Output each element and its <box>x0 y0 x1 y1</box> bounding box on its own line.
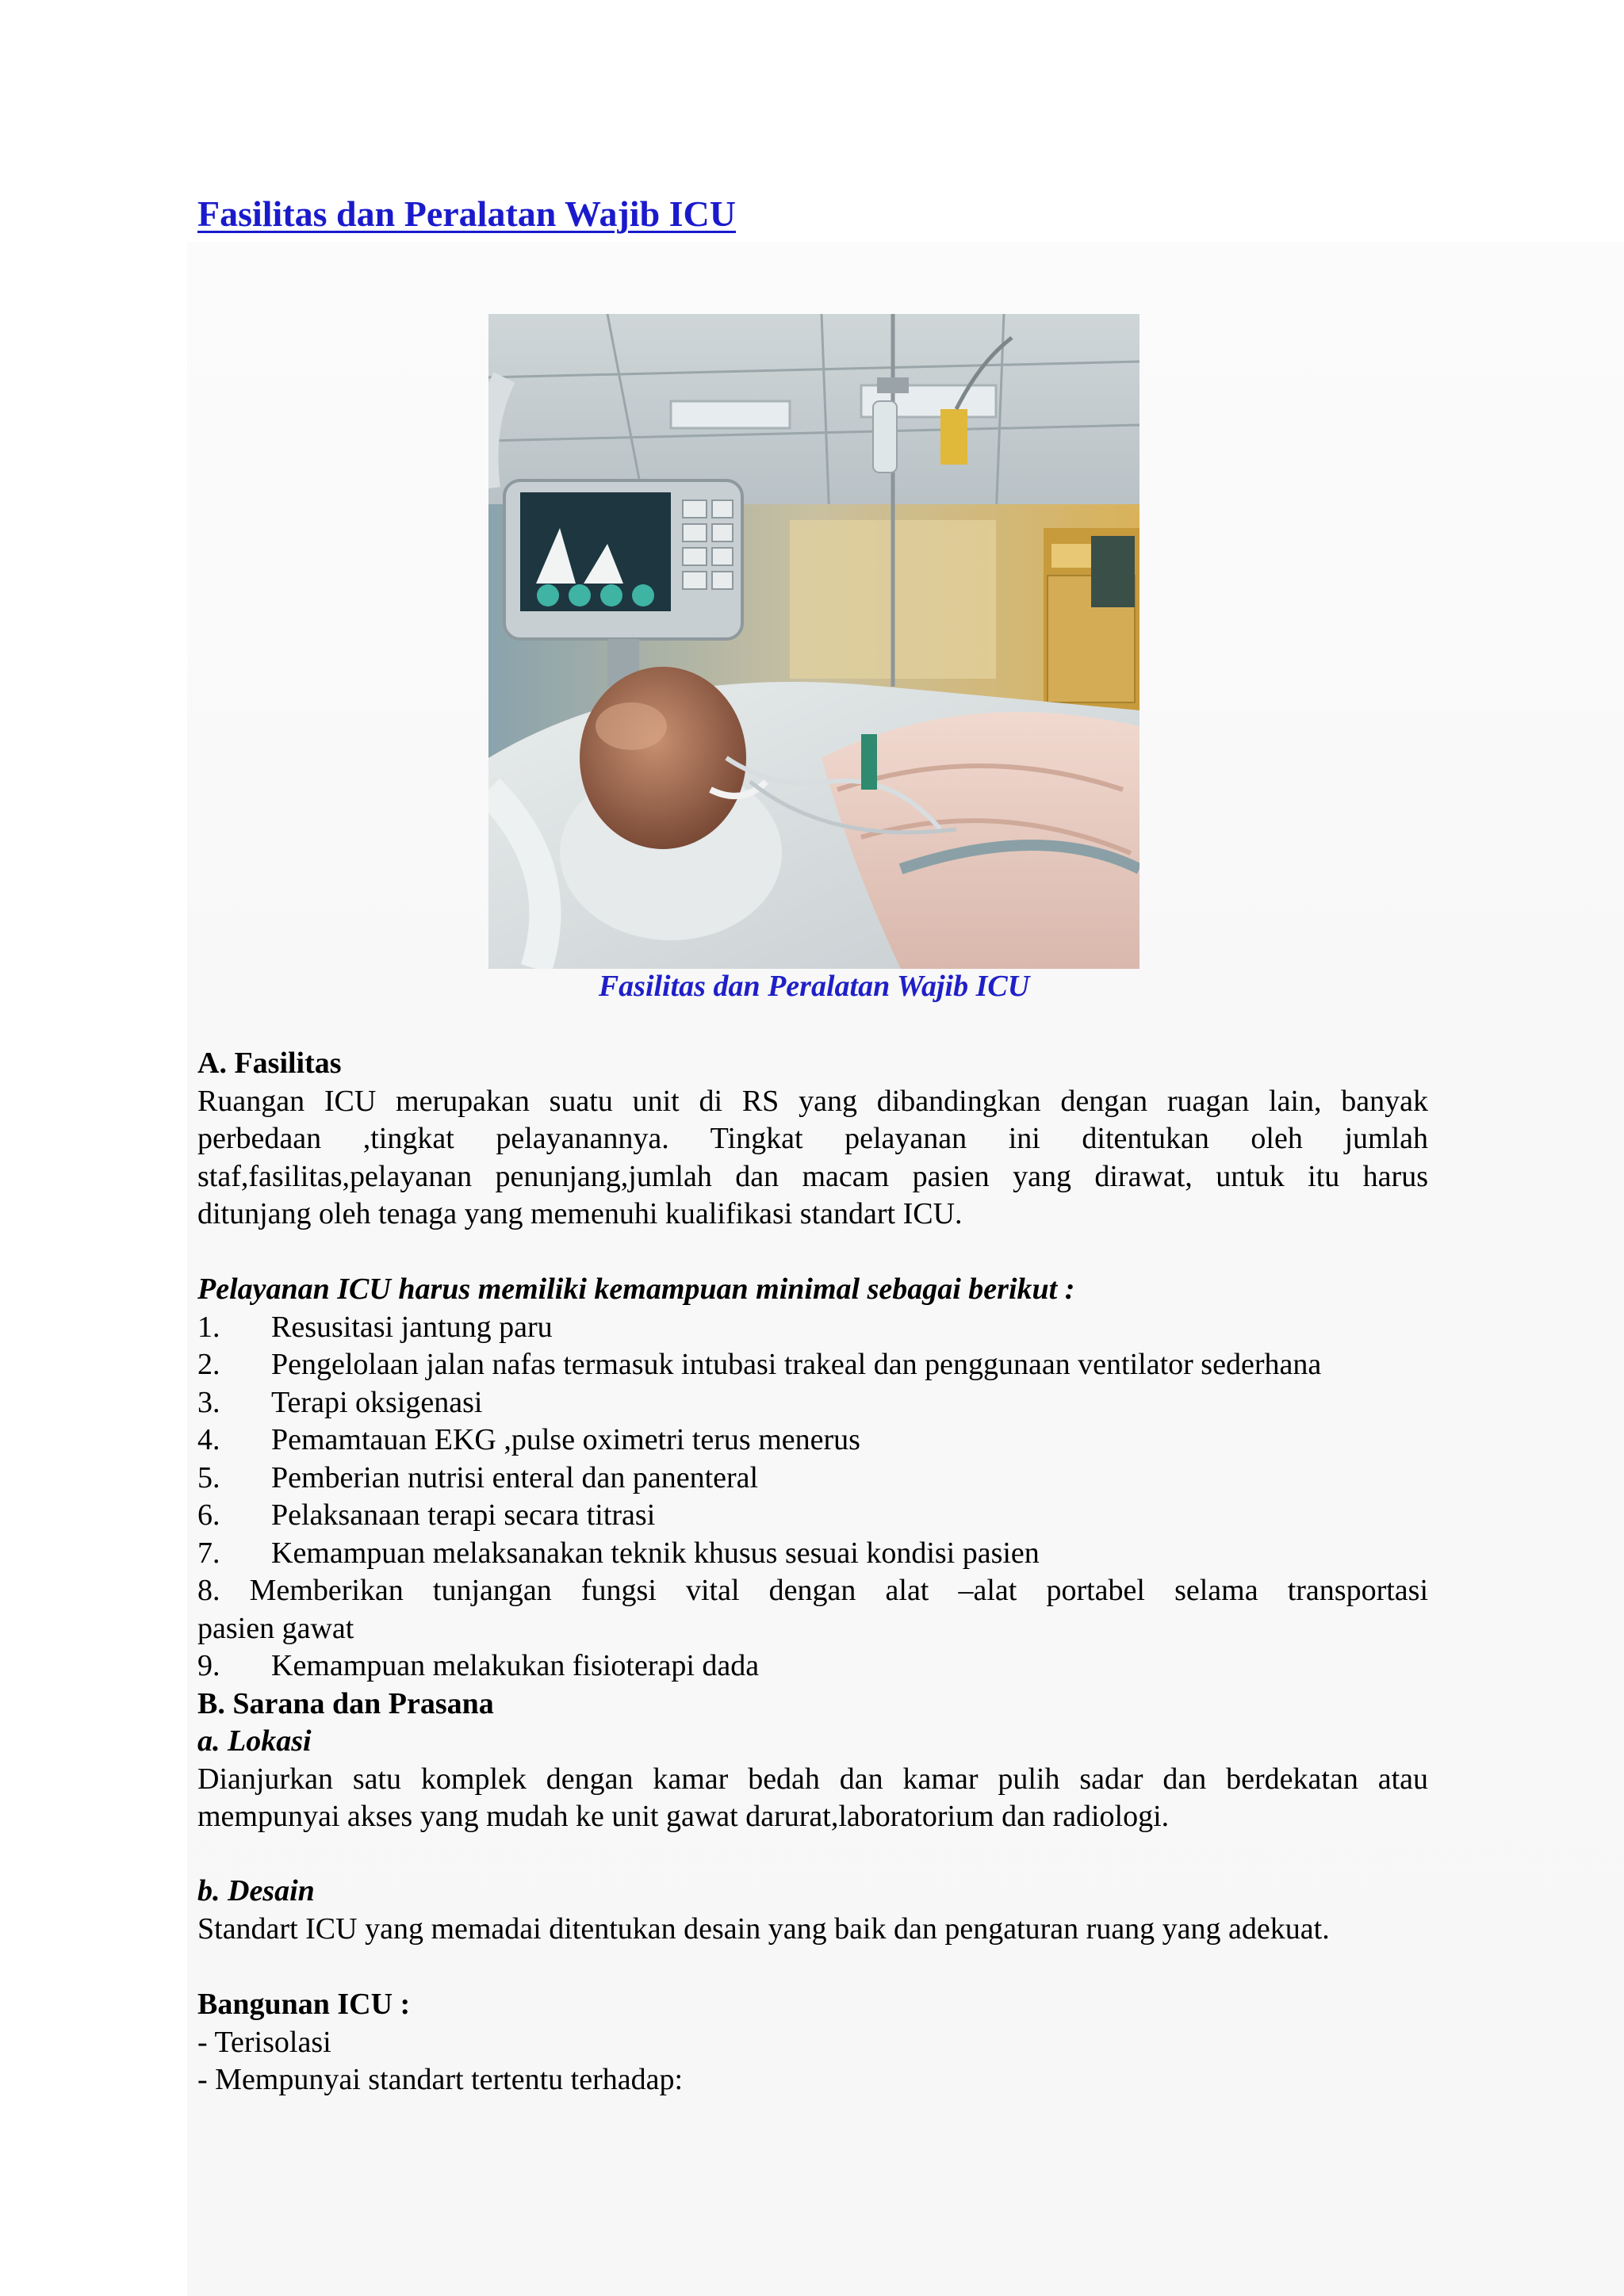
bangunan-item: - Terisolasi <box>197 2025 331 2059</box>
list-item: 6. Pelaksanaan terapi secara titrasi <box>197 1498 656 1532</box>
desain-heading: b. Desain <box>197 1874 315 1908</box>
list-item: 1. Resusitasi jantung paru <box>197 1310 553 1344</box>
section-a-heading: A. Fasilitas <box>197 1047 342 1080</box>
bangunan-item: - Mempunyai standart tertentu terhadap: <box>197 2063 684 2096</box>
list-item: 5. Pemberian nutrisi enteral dan panenteral <box>197 1460 759 1494</box>
list-item: 2. Pengelolaan jalan nafas termasuk intubasi trakeal dan penggunaan ventilator sederhana <box>197 1348 1322 1381</box>
paragraph-line: Ruangan ICU merupakan suatu unit di RS yang dibandingkan dengan ruagan lain, banyak <box>197 1084 1428 1118</box>
desain-section <box>197 1873 1428 1948</box>
list-item: 7. Kemampuan melaksanakan teknik khusus sesuai kondisi pasien <box>197 1536 1040 1570</box>
icu-photo-illustration <box>488 314 1139 969</box>
list-item: 8. Memberikan tunjangan fungsi vital dengan alat –alat portabel selama transportasi <box>197 1574 1429 1607</box>
list-item: 9. Kemampuan melakukan fisioterapi dada <box>197 1649 760 1682</box>
section-a <box>197 1045 1428 1234</box>
desain-text: Standart ICU yang memadai ditentukan desain yang baik dan pengaturan ruang yang adekuat. <box>197 1911 1330 1946</box>
lokasi-heading: a. Lokasi <box>197 1724 312 1758</box>
list-item: 3. Terapi oksigenasi <box>197 1385 483 1419</box>
services-section <box>197 1271 1428 1836</box>
section-a-paragraph <box>197 1083 1428 1234</box>
services-list <box>197 1309 1428 1686</box>
bangunan-section <box>197 1986 1428 2099</box>
page-title-link[interactable]: Fasilitas dan Peralatan Wajib ICU <box>197 193 736 234</box>
lokasi-line: mempunyai akses yang mudah ke unit gawat darurat,laboratorium dan radiologi. <box>197 1800 1170 1833</box>
paragraph-line: staf,fasilitas,pelayanan penunjang,jumlah dan macam pasien yang dirawat, untuk itu harus <box>197 1159 1428 1193</box>
section-b-heading: B. Sarana dan Prasana <box>197 1686 494 1720</box>
list-item-continuation: pasien gawat <box>197 1611 354 1645</box>
image-caption: Fasilitas dan Peralatan Wajib ICU <box>598 970 1030 1003</box>
list-item: 4. Pemamtauan EKG ,pulse oximetri terus menerus <box>197 1423 860 1456</box>
bangunan-heading: Bangunan ICU : <box>197 1988 411 2021</box>
paragraph-line: perbedaan ,tingkat pelayanannya. Tingkat pelayanan ini ditentukan oleh jumlah <box>197 1122 1428 1155</box>
icu-photo <box>488 314 1139 969</box>
services-heading: Pelayanan ICU harus memiliki kemampuan minimal sebagai berikut : <box>197 1272 1075 1306</box>
lokasi-line: Dianjurkan satu komplek dengan kamar bedah dan kamar pulih sadar dan berdekatan atau <box>197 1762 1428 1796</box>
paragraph-line: ditunjang oleh tenaga yang memenuhi kualifikasi standart ICU. <box>197 1197 963 1230</box>
